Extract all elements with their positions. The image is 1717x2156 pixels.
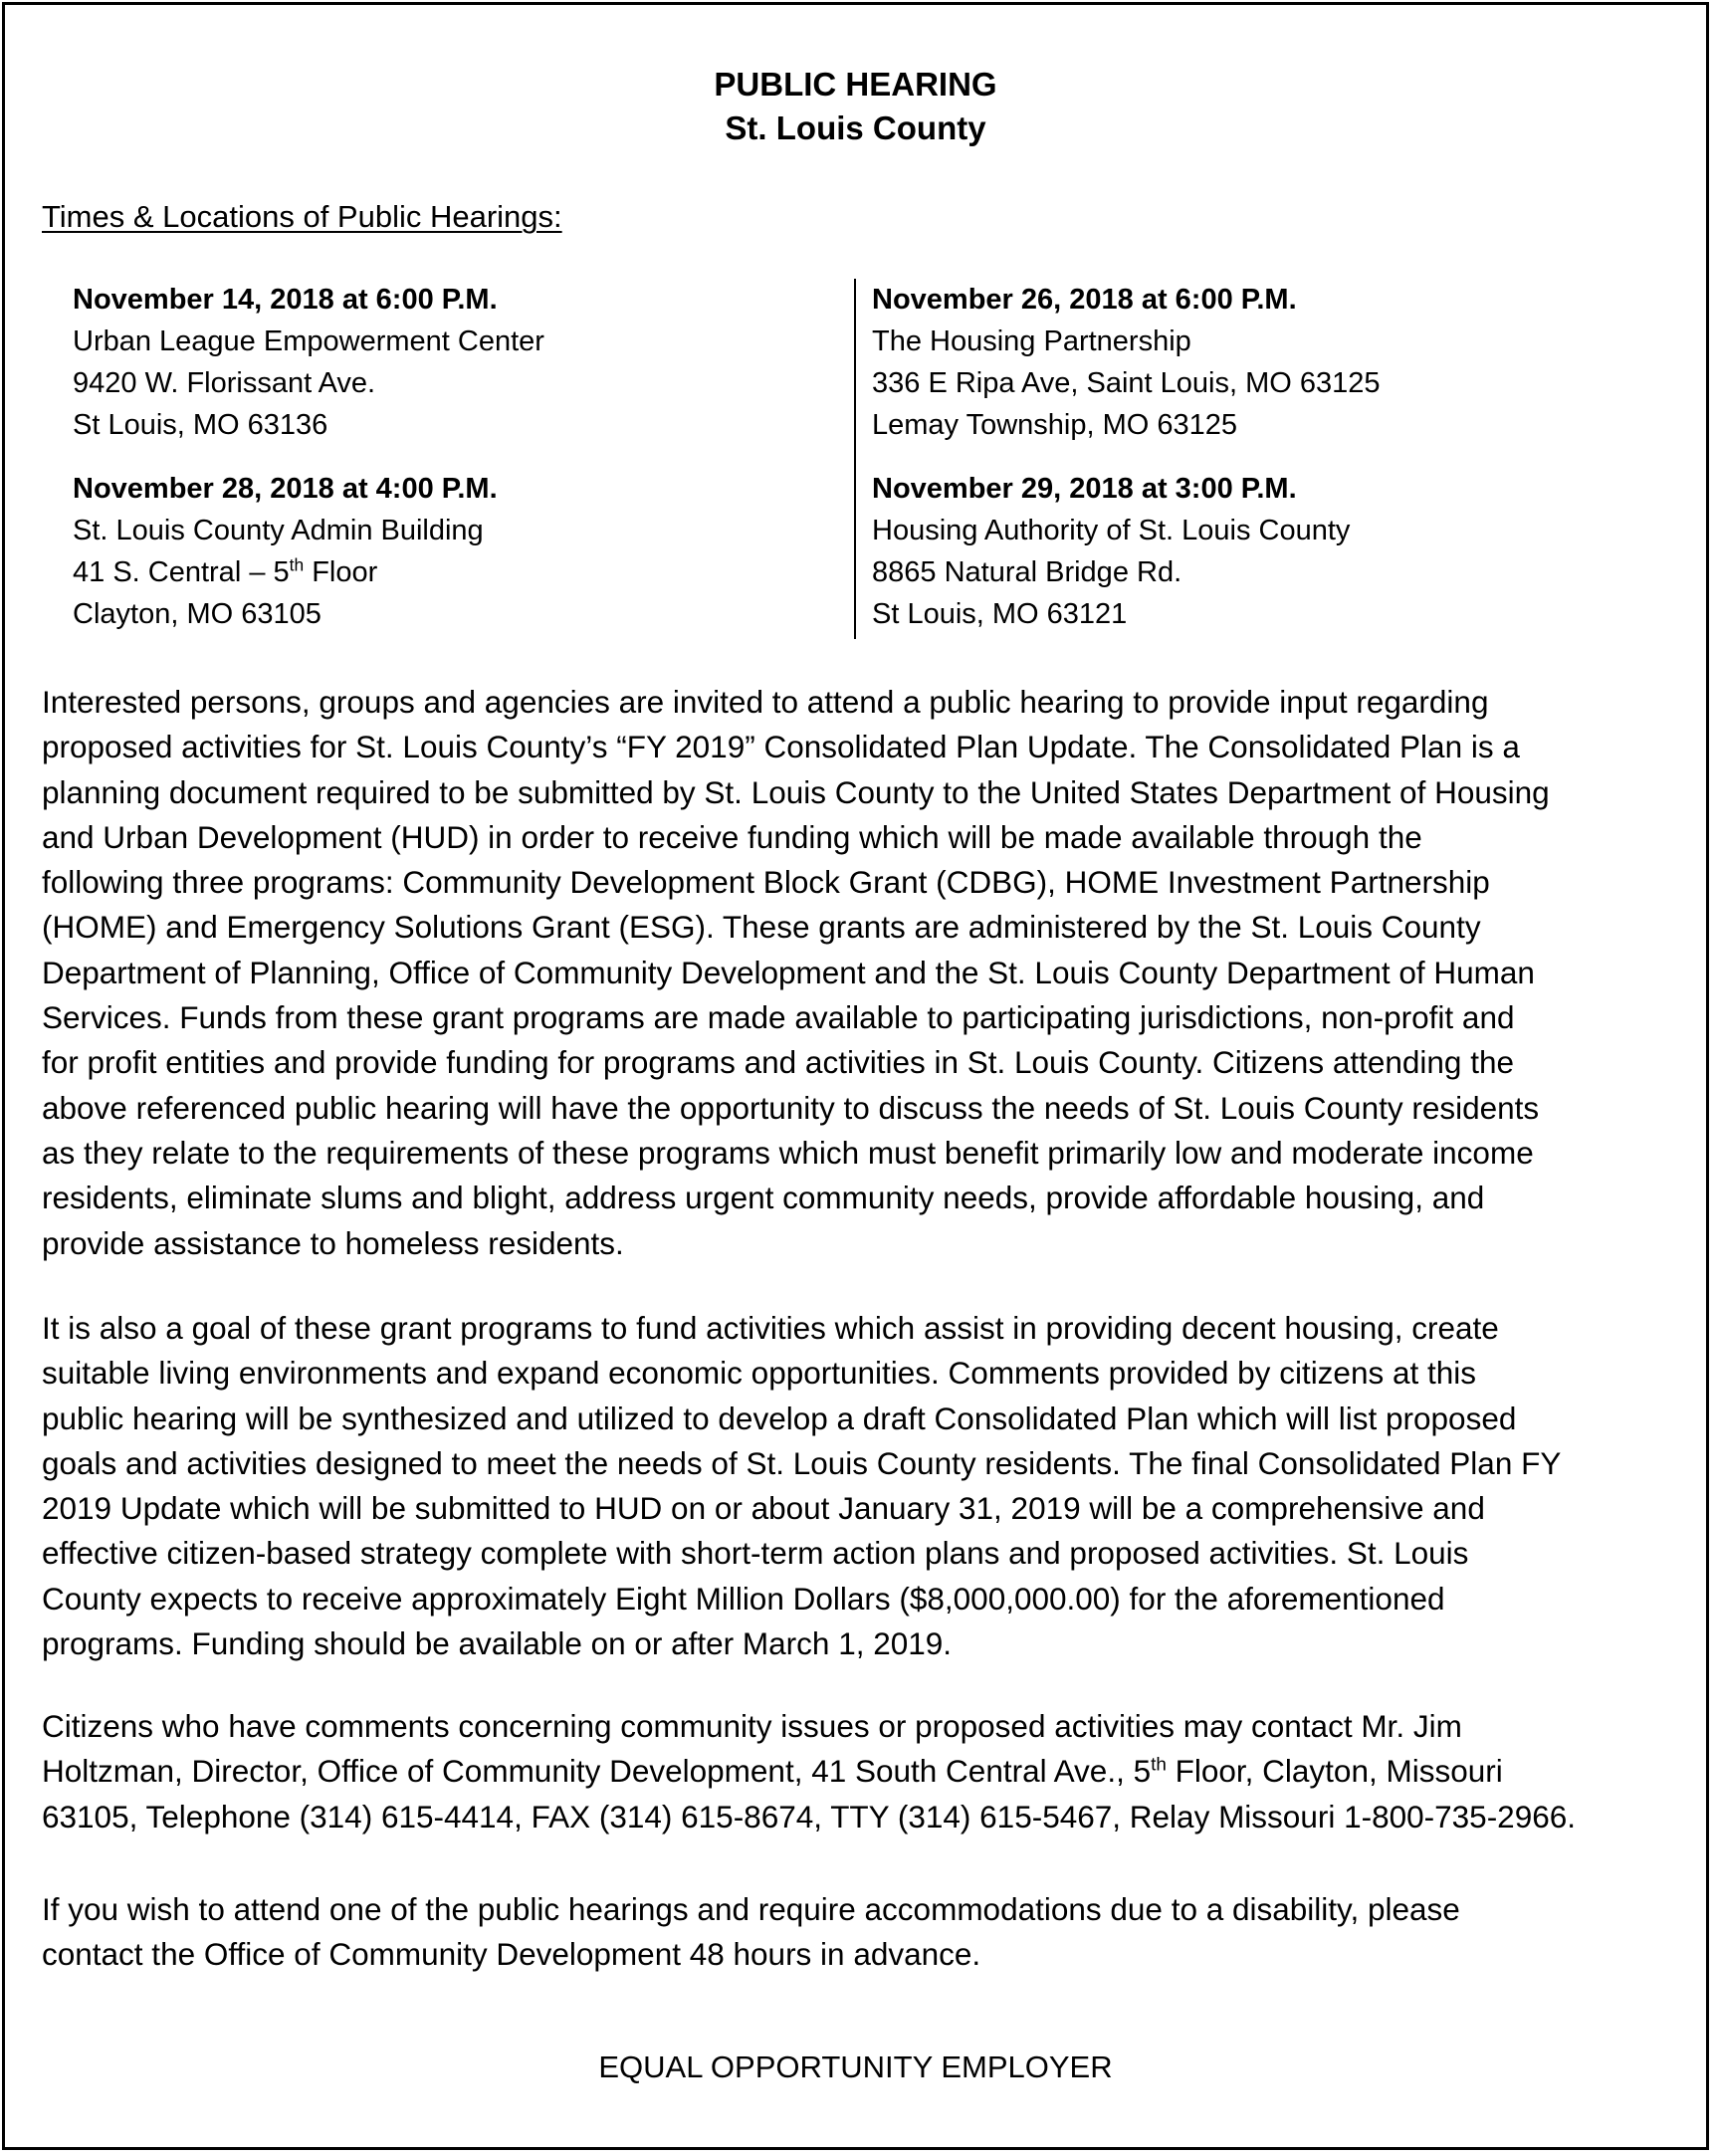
text-line: Citizens who have comments concerning community issues or proposed activities may contact Mr. Jim [42,1708,1462,1744]
text-line: contact the Office of Community Development 48 hours in advance. [42,1936,981,1973]
paragraph-invitation [42,680,1714,1266]
text-line: following three programs: Community Development Block Grant (CDBG), HOME Investment Partnership [42,864,1490,901]
text-line: for profit entities and provide funding for programs and activities in St. Louis County. Citizens attending the [42,1044,1514,1081]
hearing-3 [73,468,498,635]
hearing-city: St Louis, MO 63136 [73,409,328,441]
hearing-4 [872,468,1350,635]
hearing-venue: Urban League Empowerment Center [73,325,544,357]
paragraph-contact [42,1704,1714,1839]
text-line: planning document required to be submitted by St. Louis County to the United States Department of Housing [42,773,1550,810]
text-line: Holtzman, Director, Office of Community Development, 41 South Central Ave., 5th Floor, Clayton, Missouri [42,1753,1503,1790]
text-line: If you wish to attend one of the public hearings and require accommodations due to a disability, please [42,1891,1460,1927]
hearing-street: 336 E Ripa Ave, Saint Louis, MO 63125 [872,367,1381,399]
page-subtitle: St. Louis County [725,109,986,146]
text-line: as they relate to the requirements of these programs which must benefit primarily low and moderate income [42,1134,1534,1171]
hearing-street: 41 S. Central – 5th Floor [73,554,378,588]
text-line: Department of Planning, Office of Community Development and the St. Louis County Department of Human [42,954,1535,990]
text-line: public hearing will be synthesized and utilized to develop a draft Consolidated Plan which will list proposed [42,1400,1517,1436]
hearing-datetime: November 26, 2018 at 6:00 P.M. [872,284,1297,316]
hearing-street: 9420 W. Florissant Ave. [73,367,376,399]
text-line: goals and activities designed to meet the needs of St. Louis County residents. The final Consolidated Plan FY [42,1444,1562,1481]
text-line: programs. Funding should be available on or after March 1, 2019. [42,1625,953,1662]
hearing-datetime: November 28, 2018 at 4:00 P.M. [73,473,498,505]
hearing-2 [872,279,1381,446]
paragraph-accommodations [42,1887,1714,1978]
text-line: (HOME) and Emergency Solutions Grant (ESG). These grants are administered by the St. Louis County [42,909,1481,946]
page-title: PUBLIC HEARING [714,66,997,103]
footer-statement: EQUAL OPPORTUNITY EMPLOYER [598,2049,1113,2084]
text-line: County expects to receive approximately Eight Million Dollars ($8,000,000.00) for the aforementioned [42,1580,1445,1617]
text-line: proposed activities for St. Louis County’s “FY 2019” Consolidated Plan Update. The Consolidated Plan is a [42,729,1520,765]
hearing-street: 8865 Natural Bridge Rd. [872,556,1182,588]
text-line: provide assistance to homeless residents. [42,1224,624,1261]
hearing-venue: The Housing Partnership [872,325,1191,357]
text-line: 2019 Update which will be submitted to HUD on or about January 31, 2019 will be a comprehensive and [42,1490,1485,1527]
text-line: It is also a goal of these grant programs to fund activities which assist in providing decent housing, create [42,1310,1499,1346]
hearing-1 [73,279,544,446]
hearing-datetime: November 29, 2018 at 3:00 P.M. [872,473,1297,505]
text-line: suitable living environments and expand economic opportunities. Comments provided by citizens at this [42,1355,1477,1392]
paragraph-goals [42,1306,1714,1666]
hearing-schedule [73,279,1446,639]
notice-header [5,63,1706,150]
text-line: above referenced public hearing will have the opportunity to discuss the needs of St. Louis County residents [42,1089,1540,1126]
hearing-city: Clayton, MO 63105 [73,598,322,630]
text-line: Interested persons, groups and agencies are invited to attend a public hearing to provide input regarding [42,684,1489,720]
section-heading: Times & Locations of Public Hearings: [42,199,562,234]
hearing-datetime: November 14, 2018 at 6:00 P.M. [73,284,498,316]
hearing-venue: St. Louis County Admin Building [73,515,484,546]
hearing-venue: Housing Authority of St. Louis County [872,515,1351,546]
hearing-city: St Louis, MO 63121 [872,598,1128,630]
notice-page [2,2,1709,2150]
hearing-city: Lemay Township, MO 63125 [872,409,1238,441]
text-line: effective citizen-based strategy complete with short-term action plans and proposed activities. St. Louis [42,1535,1469,1572]
text-line: Services. Funds from these grant programs are made available to participating jurisdictions, non-profit and [42,999,1515,1036]
column-divider [854,279,856,639]
text-line: 63105, Telephone (314) 615-4414, FAX (314) 615-8674, TTY (314) 615-5467, Relay Missouri 1-800-735-2966. [42,1798,1577,1834]
text-line: and Urban Development (HUD) in order to receive funding which will be made available through the [42,818,1422,855]
text-line: residents, eliminate slums and blight, address urgent community needs, provide affordable housing, and [42,1180,1485,1216]
